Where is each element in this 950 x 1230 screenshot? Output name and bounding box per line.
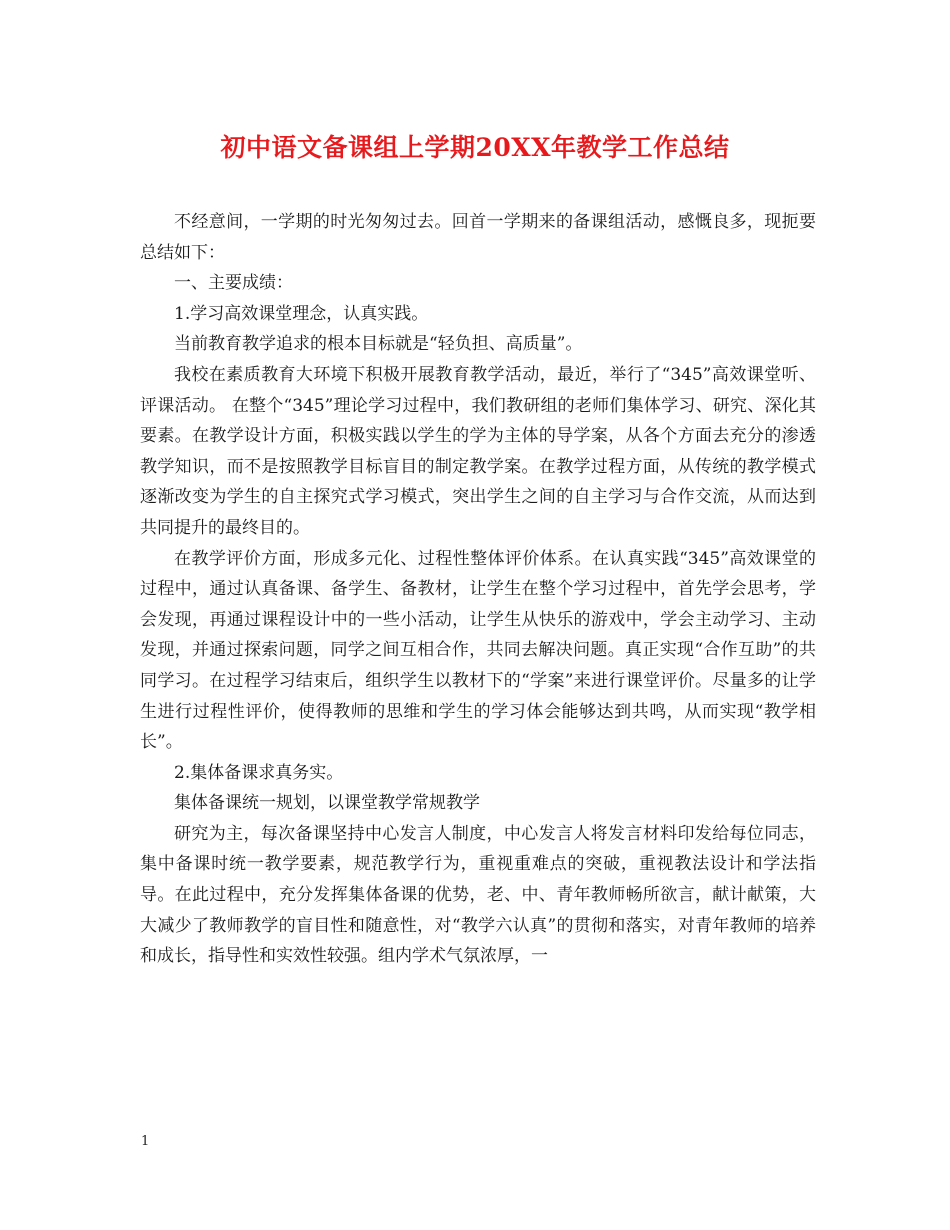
subheading-efficient-classroom: 1.学习高效课堂理念，认真实践。 (174, 303, 429, 324)
paragraph-collective-plan: 集体备课统一规划，以课堂教学常规教学 (174, 793, 480, 814)
subheading-collective-prep: 2.集体备课求真务实。 (174, 762, 344, 783)
paragraph-activities: 我校在素质教育大环境下积极开展教育教学活动，最近，举行了“345”高效课堂听、评课活动。 在整个“345”理论学习过程中，我们教研组的老师们集体学习、研究、深化其要素。在教学设计方面，积极实践以学生的学为主体的导学案，从各个方面去充分的渗透教学知识，而不是按照教学目标盲目的制定教学案。在教学过程方面，从传统的教学模式逐渐改变为学生的自主探究式学习模式，突出学生之间的自主学习与合作交流，从而达到共同提升的最终目的。 (140, 364, 816, 538)
document-title: 初中语文备课组上学期20XX年教学工作总结 (220, 133, 730, 162)
heading-main-achievements: 一、主要成绩： (174, 273, 293, 294)
paragraph-goal: 当前教育教学追求的根本目标就是“轻负担、高质量”。 (174, 334, 583, 355)
paragraph-evaluation: 在教学评价方面，形成多元化、过程性整体评价体系。在认真实践“345”高效课堂的过程中，通过认真备课、备学生、备教材，让学生在整个学习过程中，首先学会思考，学会发现，再通过课程设计中的一些小活动，让学生从快乐的游戏中，学会主动学习、主动发现，并通过探索问题，同学之间互相合作，共同去解决问题。真正实现“合作互助”的共同学习。在过程学习结束后，组织学生以教材下的“学案”来进行课堂评价。尽量多的让学生进行过程性评价，使得教师的思维和学生的学习体会能够达到共鸣，从而实现“教学相长”。 (140, 548, 816, 753)
paragraph-research: 研究为主，每次备课坚持中心发言人制度，中心发言人将发言材料印发给每位同志，集中备课时统一教学要素，规范教学行为，重视重难点的突破，重视教法设计和学法指导。在此过程中，充分发挥集体备课的优势，老、中、青年教师畅所欲言，献计献策，大大减少了教师教学的盲目性和随意性，对“教学六认真”的贯彻和落实，对青年教师的培养和成长，指导性和实效性较强。组内学术气氛浓厚，一 (140, 823, 816, 967)
paragraph-intro: 不经意间，一学期的时光匆匆过去。回首一学期来的备课组活动，感慨良多，现扼要总结如下： (140, 212, 816, 263)
document-body (140, 207, 816, 972)
page-number: 1 (141, 1134, 150, 1149)
